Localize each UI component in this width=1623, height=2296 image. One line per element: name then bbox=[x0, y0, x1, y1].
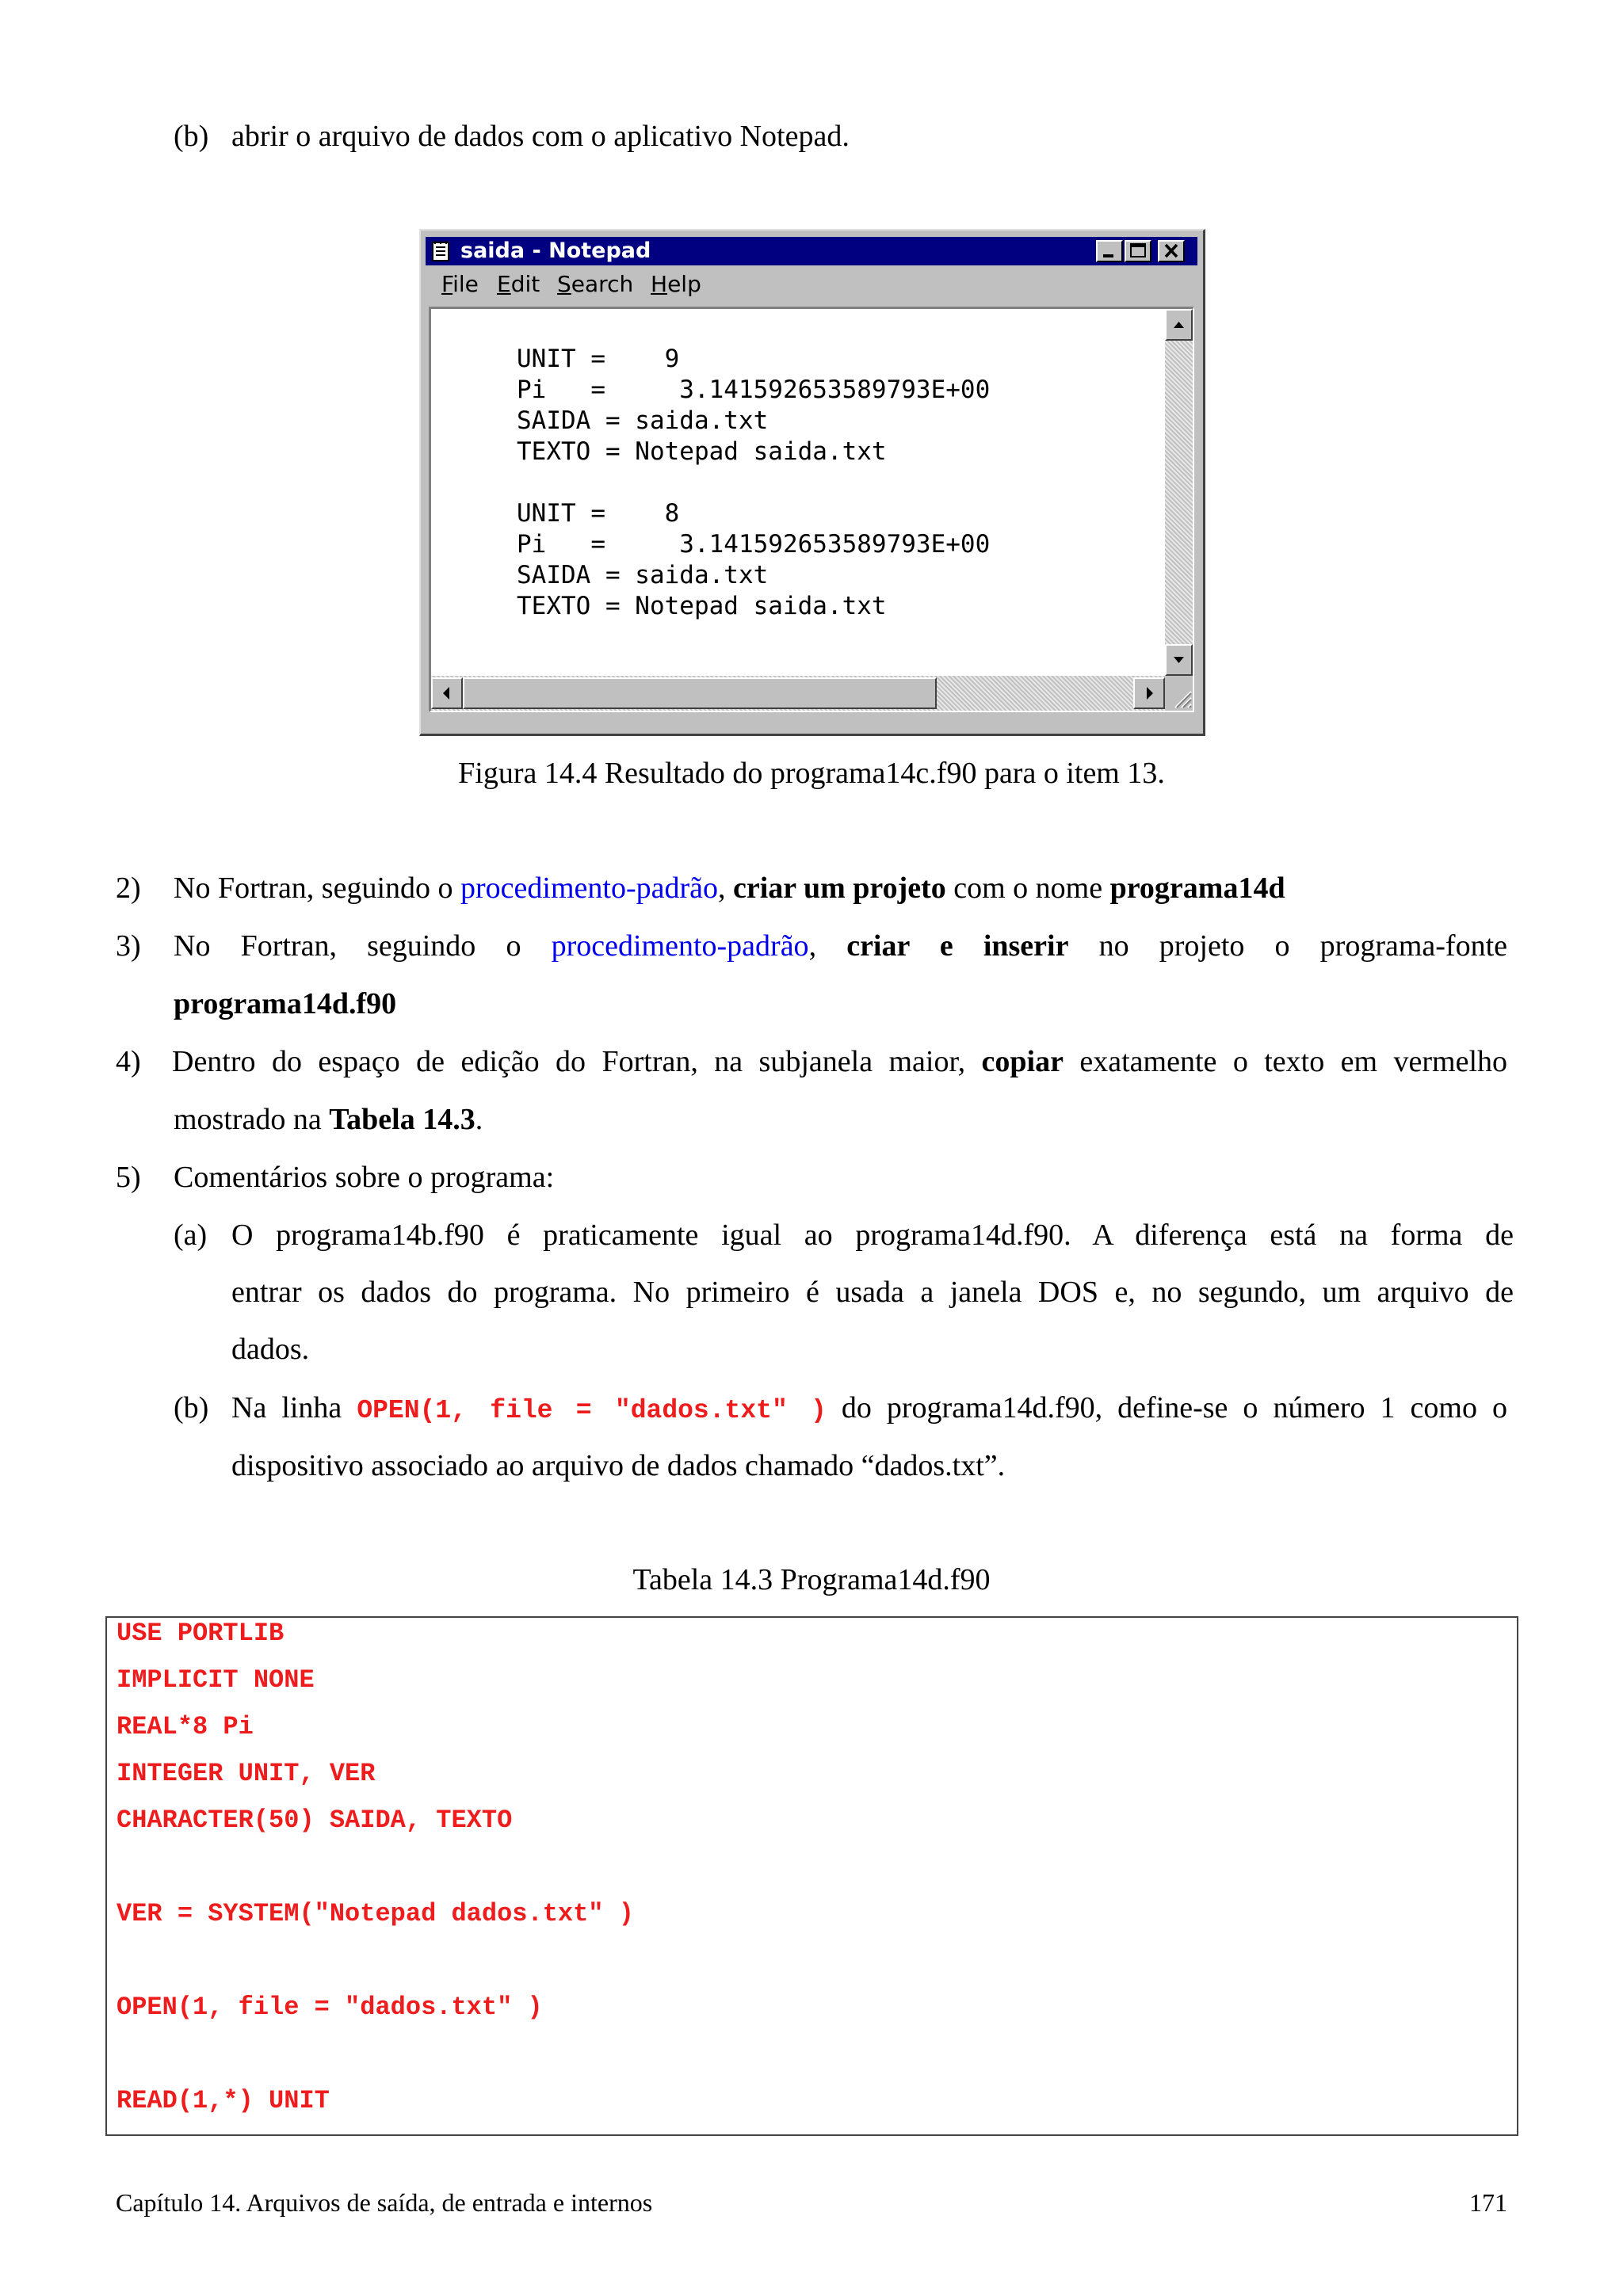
notepad-title: saida - Notepad bbox=[460, 238, 651, 263]
notepad-line: UNIT = 9 bbox=[517, 345, 680, 373]
menu-search[interactable]: Search bbox=[557, 271, 634, 297]
notepad-line: UNIT = 8 bbox=[517, 499, 680, 528]
subitem-label: (a) bbox=[174, 1219, 208, 1252]
subitem-label: (b) bbox=[174, 1391, 209, 1425]
scroll-down-button[interactable] bbox=[1165, 644, 1193, 676]
code-line: OPEN(1, file = "dados.txt" ) bbox=[116, 1993, 543, 2022]
notepad-app-icon bbox=[430, 240, 451, 262]
menu-edit[interactable]: Edit bbox=[497, 271, 540, 297]
arrow-left-icon bbox=[433, 679, 461, 707]
scroll-right-button[interactable] bbox=[1133, 677, 1165, 709]
arrow-down-icon bbox=[1167, 646, 1191, 674]
item-5a-line1: O programa14b.f90 é praticamente igual ao programa14d.f90. A diferença está na forma de bbox=[231, 1219, 1514, 1252]
scroll-left-button[interactable] bbox=[431, 677, 463, 709]
notepad-line: TEXTO = Notepad saida.txt bbox=[517, 437, 887, 466]
code-line: USE PORTLIB bbox=[116, 1619, 285, 1648]
scroll-up-button[interactable] bbox=[1165, 309, 1193, 341]
horizontal-scrollbar[interactable] bbox=[431, 676, 1165, 711]
inline-code: OPEN(1, file = "dados.txt" ) bbox=[357, 1396, 827, 1425]
notepad-line: Pi = 3.141592653589793E+00 bbox=[517, 376, 991, 404]
resize-grip-icon bbox=[1165, 676, 1193, 711]
notepad-window bbox=[419, 229, 1205, 736]
item-4-text: Dentro do espaço de edição do Fortran, na subjanela maior, copiar exatamente o texto em vermelho bbox=[172, 1045, 1507, 1078]
intro-item-label: (b) bbox=[174, 120, 209, 153]
intro-item-text: abrir o arquivo de dados com o aplicativo Notepad. bbox=[231, 120, 850, 153]
code-line: CHARACTER(50) SAIDA, TEXTO bbox=[116, 1806, 513, 1835]
notepad-text-area[interactable] bbox=[429, 307, 1194, 712]
item-number: 4) bbox=[116, 1045, 141, 1078]
notepad-line: SAIDA = saida.txt bbox=[517, 406, 769, 435]
code-table bbox=[105, 1616, 1518, 2136]
scroll-thumb[interactable] bbox=[463, 677, 937, 709]
item-4-line2: mostrado na Tabela 14.3. bbox=[174, 1103, 483, 1136]
item-5a-line2: entrar os dados do programa. No primeiro é usada a janela DOS e, no segundo, um arquivo de bbox=[231, 1276, 1514, 1309]
figure-caption: Figura 14.4 Resultado do programa14c.f90 para o item 13. bbox=[458, 757, 1165, 790]
item-2-text: No Fortran, seguindo o procedimento-padrão, criar um projeto com o nome programa14d bbox=[174, 871, 1285, 905]
arrow-right-icon bbox=[1135, 679, 1163, 707]
maximize-icon bbox=[1126, 242, 1150, 261]
item-number: 2) bbox=[116, 871, 141, 905]
vertical-scrollbar[interactable] bbox=[1165, 309, 1193, 676]
code-line: VER = SYSTEM("Notepad dados.txt" ) bbox=[116, 1899, 634, 1928]
notepad-line: SAIDA = saida.txt bbox=[517, 561, 769, 589]
code-line: INTEGER UNIT, VER bbox=[116, 1759, 376, 1788]
notepad-line: TEXTO = Notepad saida.txt bbox=[517, 592, 887, 620]
code-line: REAL*8 Pi bbox=[116, 1712, 254, 1741]
procedimento-padrao-link[interactable]: procedimento-padrão bbox=[460, 871, 718, 905]
item-number: 5) bbox=[116, 1161, 141, 1194]
item-3-line2: programa14d.f90 bbox=[174, 987, 397, 1020]
notepad-line: Pi = 3.141592653589793E+00 bbox=[517, 530, 991, 559]
resize-grip[interactable] bbox=[1165, 676, 1193, 711]
minimize-button[interactable] bbox=[1096, 240, 1123, 262]
code-line: READ(1,*) UNIT bbox=[116, 2086, 330, 2115]
code-line: IMPLICIT NONE bbox=[116, 1665, 315, 1695]
close-button[interactable] bbox=[1158, 240, 1185, 262]
notepad-titlebar bbox=[426, 237, 1197, 265]
item-5b-line1: Na linha OPEN(1, file = "dados.txt" ) do programa14d.f90, define-se o número 1 como o bbox=[231, 1391, 1507, 1425]
procedimento-padrao-link[interactable]: procedimento-padrão bbox=[551, 929, 809, 963]
page-number: 171 bbox=[1469, 2188, 1507, 2217]
minimize-icon bbox=[1098, 242, 1121, 261]
item-number: 3) bbox=[116, 929, 141, 963]
maximize-button[interactable] bbox=[1125, 240, 1151, 262]
item-3-text: No Fortran, seguindo o procedimento-padrão, criar e inserir no projeto o programa-fonte bbox=[174, 929, 1507, 963]
close-icon bbox=[1159, 242, 1183, 261]
item-5a-line3: dados. bbox=[231, 1333, 310, 1366]
item-5b-line2: dispositivo associado ao arquivo de dados chamado “dados.txt”. bbox=[231, 1449, 1006, 1482]
menu-help[interactable]: Help bbox=[651, 271, 701, 297]
footer-chapter: Capítulo 14. Arquivos de saída, de entrada e internos bbox=[116, 2188, 653, 2217]
arrow-up-icon bbox=[1167, 311, 1191, 339]
table-caption: Tabela 14.3 Programa14d.f90 bbox=[632, 1563, 991, 1596]
menu-file[interactable]: File bbox=[441, 271, 479, 297]
item-5-text: Comentários sobre o programa: bbox=[174, 1161, 555, 1194]
